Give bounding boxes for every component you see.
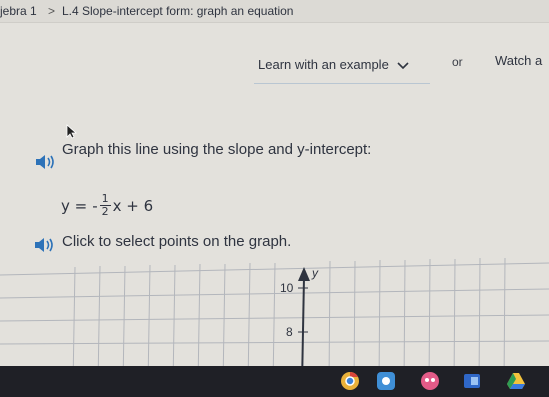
watch-video-button[interactable]: Watch a xyxy=(495,53,543,68)
y-axis-label: y xyxy=(312,266,318,280)
learn-with-example-button[interactable] xyxy=(258,57,409,72)
learn-with-example-label: Learn with an example xyxy=(258,57,389,72)
drive-icon[interactable] xyxy=(506,371,526,391)
breadcrumb-separator: > xyxy=(48,4,56,18)
fraction-denominator: 2 xyxy=(101,205,109,218)
mouse-cursor-icon xyxy=(66,124,78,139)
breadcrumb xyxy=(0,0,549,23)
or-label: or xyxy=(452,55,463,69)
learn-underline xyxy=(254,83,430,84)
question-instruction: Graph this line using the slope and y-intercept: xyxy=(62,141,372,158)
fraction-numerator: 1 xyxy=(101,192,109,205)
equation-lhs: y = xyxy=(61,196,88,215)
y-tick-label: 10 xyxy=(280,281,294,295)
click-instruction: Click to select points on the graph. xyxy=(62,233,292,250)
equation xyxy=(61,193,153,218)
photos-icon[interactable] xyxy=(376,371,396,391)
game-icon[interactable] xyxy=(420,371,440,391)
chrome-icon[interactable] xyxy=(340,371,360,391)
breadcrumb-skill-title: L.4 Slope-intercept form: graph an equation xyxy=(62,4,294,18)
speaker-icon[interactable] xyxy=(34,153,58,171)
speaker-icon[interactable] xyxy=(33,236,57,254)
chevron-down-icon xyxy=(397,62,409,70)
equation-sign: - xyxy=(92,196,98,215)
office-icon[interactable] xyxy=(462,371,482,391)
equation-fraction xyxy=(100,193,111,218)
y-tick-label: 8 xyxy=(286,325,293,339)
equation-rhs: x + 6 xyxy=(112,196,154,215)
breadcrumb-course-link[interactable]: jebra 1 xyxy=(0,4,37,18)
